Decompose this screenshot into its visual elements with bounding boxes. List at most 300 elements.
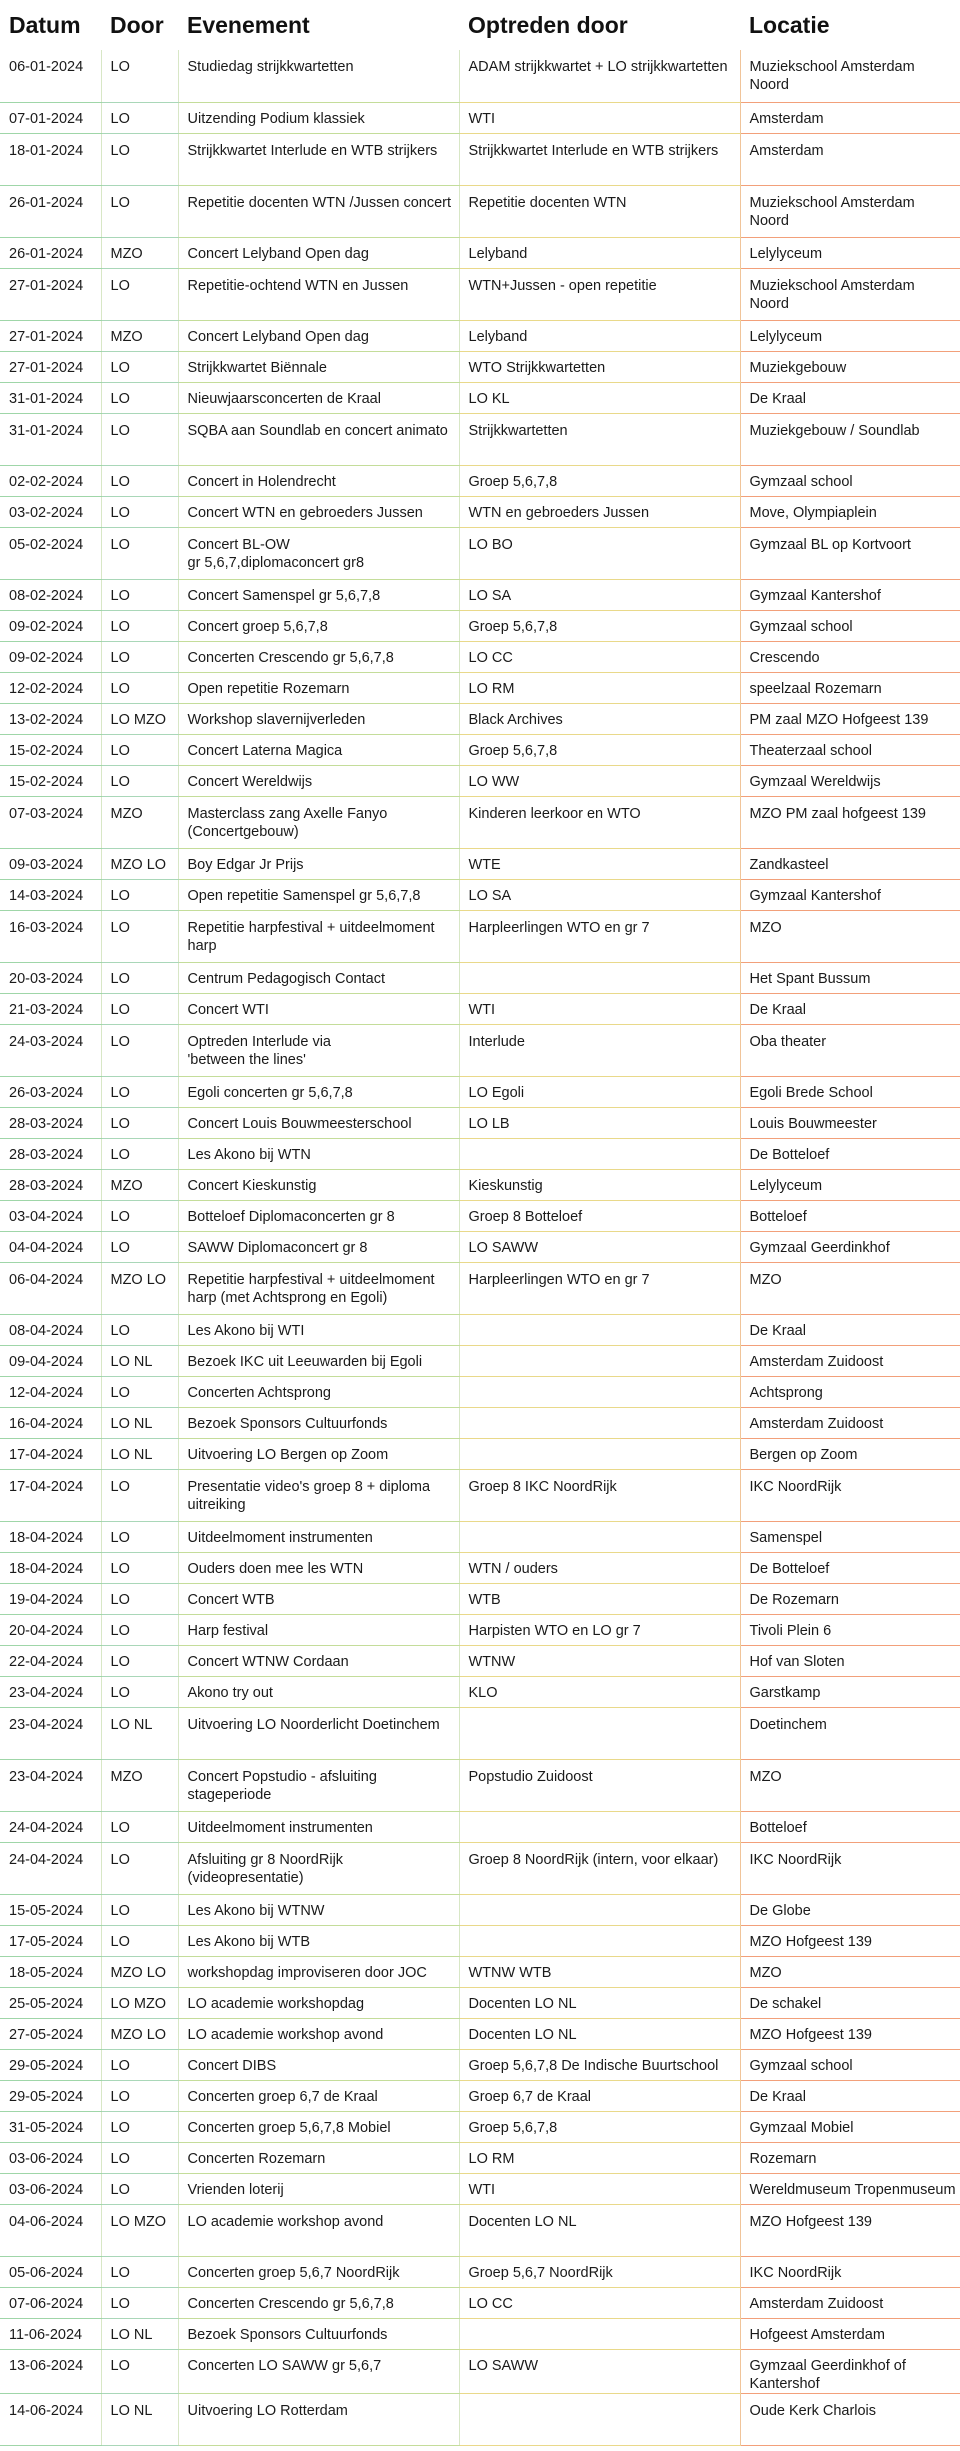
event-cell: Repetitie-ochtend WTN en Jussen <box>178 268 459 320</box>
date-cell: 28-03-2024 <box>0 1169 101 1200</box>
door-cell: LO <box>101 1024 178 1076</box>
table-row <box>0 1552 960 1583</box>
location-cell: Rozemarn <box>740 2142 960 2173</box>
table-row <box>0 1345 960 1376</box>
date-cell: 14-03-2024 <box>0 879 101 910</box>
location-cell: MZO Hofgeest 139 <box>740 1925 960 1956</box>
table-row <box>0 2393 960 2445</box>
date-cell: 05-02-2024 <box>0 527 101 579</box>
performer-cell: WTE <box>459 848 740 879</box>
performer-cell: LO RM <box>459 2142 740 2173</box>
location-cell: Gymzaal school <box>740 2049 960 2080</box>
performer-cell <box>459 962 740 993</box>
performer-cell: Interlude <box>459 1024 740 1076</box>
location-cell: Lelylyceum <box>740 320 960 351</box>
event-cell: Repetitie docenten WTN /Jussen concert <box>178 185 459 237</box>
door-cell: LO <box>101 1842 178 1894</box>
performer-cell <box>459 1345 740 1376</box>
table-row <box>0 2204 960 2256</box>
date-cell: 09-03-2024 <box>0 848 101 879</box>
location-cell: Zandkasteel <box>740 848 960 879</box>
column-header-optreden-door: Optreden door <box>468 11 628 38</box>
performer-cell: LO SAWW <box>459 1231 740 1262</box>
date-cell: 18-01-2024 <box>0 133 101 185</box>
table-row <box>0 1645 960 1676</box>
location-cell: MZO Hofgeest 139 <box>740 2018 960 2049</box>
location-cell: speelzaal Rozemarn <box>740 672 960 703</box>
table-row <box>0 1076 960 1107</box>
location-cell: MZO <box>740 1759 960 1811</box>
header-row <box>0 0 960 50</box>
date-cell: 14-06-2024 <box>0 2393 101 2445</box>
event-cell: Bezoek Sponsors Cultuurfonds <box>178 2318 459 2349</box>
date-cell: 27-01-2024 <box>0 320 101 351</box>
table-row <box>0 1614 960 1645</box>
event-cell: Concert WTI <box>178 993 459 1024</box>
event-cell: Workshop slavernijverleden <box>178 703 459 734</box>
event-cell: Optreden Interlude via 'between the lines' <box>178 1024 459 1076</box>
door-cell: LO <box>101 672 178 703</box>
date-cell: 27-01-2024 <box>0 268 101 320</box>
event-cell: Centrum Pedagogisch Contact <box>178 962 459 993</box>
door-cell: LO <box>101 2111 178 2142</box>
door-cell: LO NL <box>101 2393 178 2445</box>
performer-cell: LO SA <box>459 579 740 610</box>
table-row <box>0 910 960 962</box>
date-cell: 24-04-2024 <box>0 1811 101 1842</box>
location-cell: Garstkamp <box>740 1676 960 1707</box>
table-row <box>0 734 960 765</box>
date-cell: 21-03-2024 <box>0 993 101 1024</box>
date-cell: 07-01-2024 <box>0 102 101 133</box>
performer-cell: Lelyband <box>459 320 740 351</box>
door-cell: LO <box>101 1676 178 1707</box>
date-cell: 27-01-2024 <box>0 351 101 382</box>
performer-cell: LO CC <box>459 2287 740 2318</box>
event-cell: Concerten groep 6,7 de Kraal <box>178 2080 459 2111</box>
location-cell: PM zaal MZO Hofgeest 139 <box>740 703 960 734</box>
table-row <box>0 1842 960 1894</box>
table-row <box>0 496 960 527</box>
event-cell: Concerten LO SAWW gr 5,6,7 <box>178 2349 459 2393</box>
event-cell: Presentatie video's groep 8 + diploma uitreiking <box>178 1469 459 1521</box>
event-cell: workshopdag improviseren door JOC <box>178 1956 459 1987</box>
door-cell: LO <box>101 1645 178 1676</box>
table-row <box>0 237 960 268</box>
door-cell: LO <box>101 527 178 579</box>
event-cell: Open repetitie Samenspel gr 5,6,7,8 <box>178 879 459 910</box>
door-cell: LO <box>101 102 178 133</box>
date-cell: 06-01-2024 <box>0 50 101 102</box>
date-cell: 08-02-2024 <box>0 579 101 610</box>
table-row <box>0 1200 960 1231</box>
door-cell: LO <box>101 2173 178 2204</box>
event-cell: SQBA aan Soundlab en concert animato <box>178 413 459 465</box>
door-cell: LO <box>101 734 178 765</box>
door-cell: LO <box>101 2142 178 2173</box>
date-cell: 16-03-2024 <box>0 910 101 962</box>
event-cell: SAWW Diplomaconcert gr 8 <box>178 1231 459 1262</box>
location-cell: MZO Hofgeest 139 <box>740 2204 960 2256</box>
table-row <box>0 703 960 734</box>
location-cell: Gymzaal Mobiel <box>740 2111 960 2142</box>
door-cell: LO <box>101 1925 178 1956</box>
door-cell: LO <box>101 1376 178 1407</box>
door-cell: MZO LO <box>101 1262 178 1314</box>
table-row <box>0 579 960 610</box>
table-row <box>0 2287 960 2318</box>
date-cell: 31-05-2024 <box>0 2111 101 2142</box>
column-header-datum: Datum <box>9 11 81 38</box>
event-cell: Ouders doen mee les WTN <box>178 1552 459 1583</box>
performer-cell: WTI <box>459 993 740 1024</box>
event-cell: Uitvoering LO Noorderlicht Doetinchem <box>178 1707 459 1759</box>
date-cell: 15-02-2024 <box>0 734 101 765</box>
date-cell: 03-06-2024 <box>0 2142 101 2173</box>
event-cell: Les Akono bij WTB <box>178 1925 459 1956</box>
event-cell: Uitvoering LO Rotterdam <box>178 2393 459 2445</box>
table-row <box>0 133 960 185</box>
door-cell: LO <box>101 641 178 672</box>
door-cell: LO <box>101 1200 178 1231</box>
table-row <box>0 848 960 879</box>
date-cell: 18-05-2024 <box>0 1956 101 1987</box>
location-cell: Muziekschool Amsterdam Noord <box>740 50 960 102</box>
performer-cell: LO CC <box>459 641 740 672</box>
table-row <box>0 765 960 796</box>
location-cell: Move, Olympiaplein <box>740 496 960 527</box>
door-cell: LO <box>101 268 178 320</box>
door-cell: LO <box>101 2287 178 2318</box>
date-cell: 12-02-2024 <box>0 672 101 703</box>
performer-cell: Groep 8 Botteloef <box>459 1200 740 1231</box>
performer-cell: WTN / ouders <box>459 1552 740 1583</box>
door-cell: LO <box>101 351 178 382</box>
performer-cell: Black Archives <box>459 703 740 734</box>
location-cell: MZO PM zaal hofgeest 139 <box>740 796 960 848</box>
event-cell: Concert Lelyband Open dag <box>178 320 459 351</box>
event-cell: Vrienden loterij <box>178 2173 459 2204</box>
performer-cell: Kieskunstig <box>459 1169 740 1200</box>
performer-cell: WTN en gebroeders Jussen <box>459 496 740 527</box>
performer-cell <box>459 1314 740 1345</box>
performer-cell: Harpleerlingen WTO en gr 7 <box>459 910 740 962</box>
table-row <box>0 1024 960 1076</box>
door-cell: MZO LO <box>101 1956 178 1987</box>
location-cell: Amsterdam Zuidoost <box>740 1345 960 1376</box>
table-body <box>0 50 960 2445</box>
door-cell: LO <box>101 1521 178 1552</box>
date-cell: 22-04-2024 <box>0 1645 101 1676</box>
location-cell: Samenspel <box>740 1521 960 1552</box>
location-cell: Lelylyceum <box>740 237 960 268</box>
location-cell: Gymzaal school <box>740 610 960 641</box>
date-cell: 27-05-2024 <box>0 2018 101 2049</box>
table-row <box>0 1583 960 1614</box>
event-cell: Concerten Crescendo gr 5,6,7,8 <box>178 641 459 672</box>
location-cell: Amsterdam <box>740 133 960 185</box>
location-cell: Crescendo <box>740 641 960 672</box>
location-cell: Amsterdam <box>740 102 960 133</box>
column-header-door: Door <box>110 11 164 38</box>
performer-cell: LO RM <box>459 672 740 703</box>
location-cell: MZO <box>740 1262 960 1314</box>
date-cell: 03-02-2024 <box>0 496 101 527</box>
location-cell: Gymzaal BL op Kortvoort <box>740 527 960 579</box>
performer-cell: WTI <box>459 102 740 133</box>
date-cell: 08-04-2024 <box>0 1314 101 1345</box>
performer-cell: Docenten LO NL <box>459 1987 740 2018</box>
location-cell: De Globe <box>740 1894 960 1925</box>
table-row <box>0 1107 960 1138</box>
door-cell: LO <box>101 496 178 527</box>
table-row <box>0 2049 960 2080</box>
event-cell: LO academie workshopdag <box>178 1987 459 2018</box>
door-cell: LO <box>101 962 178 993</box>
location-cell: MZO <box>740 1956 960 1987</box>
door-cell: LO NL <box>101 1345 178 1376</box>
performer-cell <box>459 1925 740 1956</box>
door-cell: LO <box>101 579 178 610</box>
event-cell: Masterclass zang Axelle Fanyo (Concertgebouw) <box>178 796 459 848</box>
table-row <box>0 2111 960 2142</box>
table-row <box>0 1521 960 1552</box>
date-cell: 17-04-2024 <box>0 1469 101 1521</box>
door-cell: LO <box>101 2080 178 2111</box>
table-row <box>0 1169 960 1200</box>
door-cell: LO <box>101 185 178 237</box>
location-cell: Gymzaal Kantershof <box>740 879 960 910</box>
door-cell: LO <box>101 1314 178 1345</box>
location-cell: Muziekschool Amsterdam Noord <box>740 185 960 237</box>
performer-cell <box>459 1894 740 1925</box>
performer-cell <box>459 2393 740 2445</box>
location-cell: De Kraal <box>740 1314 960 1345</box>
date-cell: 24-04-2024 <box>0 1842 101 1894</box>
event-cell: Harp festival <box>178 1614 459 1645</box>
event-cell: Concert BL-OW gr 5,6,7,diplomaconcert gr8 <box>178 527 459 579</box>
door-cell: LO <box>101 1811 178 1842</box>
table-row <box>0 465 960 496</box>
location-cell: Wereldmuseum Tropenmuseum <box>740 2173 960 2204</box>
performer-cell: LO BO <box>459 527 740 579</box>
performer-cell <box>459 1811 740 1842</box>
location-cell: De Kraal <box>740 382 960 413</box>
performer-cell: WTI <box>459 2173 740 2204</box>
door-cell: LO NL <box>101 1707 178 1759</box>
door-cell: LO MZO <box>101 703 178 734</box>
event-cell: Afsluiting gr 8 NoordRijk (videopresentatie) <box>178 1842 459 1894</box>
date-cell: 31-01-2024 <box>0 382 101 413</box>
date-cell: 05-06-2024 <box>0 2256 101 2287</box>
date-cell: 23-04-2024 <box>0 1759 101 1811</box>
door-cell: LO <box>101 1614 178 1645</box>
table-row <box>0 672 960 703</box>
date-cell: 26-01-2024 <box>0 185 101 237</box>
date-cell: 20-04-2024 <box>0 1614 101 1645</box>
event-cell: Studiedag strijkkwartetten <box>178 50 459 102</box>
location-cell: Achtsprong <box>740 1376 960 1407</box>
location-cell: Gymzaal Wereldwijs <box>740 765 960 796</box>
location-cell: IKC NoordRijk <box>740 1842 960 1894</box>
performer-cell: LO Egoli <box>459 1076 740 1107</box>
event-cell: Concerten Achtsprong <box>178 1376 459 1407</box>
location-cell: De schakel <box>740 1987 960 2018</box>
performer-cell: WTNW <box>459 1645 740 1676</box>
table-row <box>0 962 960 993</box>
door-cell: LO <box>101 1107 178 1138</box>
location-cell: De Botteloef <box>740 1552 960 1583</box>
event-cell: Concert Samenspel gr 5,6,7,8 <box>178 579 459 610</box>
table-row <box>0 102 960 133</box>
event-cell: Repetitie harpfestival + uitdeelmoment harp (met Achtsprong en Egoli) <box>178 1262 459 1314</box>
date-cell: 23-04-2024 <box>0 1707 101 1759</box>
door-cell: MZO <box>101 237 178 268</box>
performer-cell: Groep 5,6,7,8 De Indische Buurtschool <box>459 2049 740 2080</box>
date-cell: 26-01-2024 <box>0 237 101 268</box>
door-cell: MZO LO <box>101 2018 178 2049</box>
door-cell: MZO <box>101 796 178 848</box>
date-cell: 18-04-2024 <box>0 1552 101 1583</box>
performer-cell: WTNW WTB <box>459 1956 740 1987</box>
event-cell: Les Akono bij WTI <box>178 1314 459 1345</box>
performer-cell <box>459 1138 740 1169</box>
event-cell: Les Akono bij WTN <box>178 1138 459 1169</box>
performer-cell <box>459 1376 740 1407</box>
event-cell: Concert in Holendrecht <box>178 465 459 496</box>
door-cell: LO <box>101 610 178 641</box>
table-row <box>0 382 960 413</box>
door-cell: LO <box>101 2256 178 2287</box>
event-cell: Strijkkwartet Biënnale <box>178 351 459 382</box>
table-row <box>0 1707 960 1759</box>
door-cell: LO <box>101 910 178 962</box>
location-cell: Oba theater <box>740 1024 960 1076</box>
door-cell: MZO <box>101 1759 178 1811</box>
date-cell: 02-02-2024 <box>0 465 101 496</box>
date-cell: 25-05-2024 <box>0 1987 101 2018</box>
event-cell: LO academie workshop avond <box>178 2204 459 2256</box>
location-cell: Amsterdam Zuidoost <box>740 2287 960 2318</box>
date-cell: 12-04-2024 <box>0 1376 101 1407</box>
date-cell: 07-03-2024 <box>0 796 101 848</box>
table-row <box>0 50 960 102</box>
door-cell: LO <box>101 413 178 465</box>
table-row <box>0 879 960 910</box>
door-cell: LO <box>101 993 178 1024</box>
performer-cell: LO LB <box>459 1107 740 1138</box>
door-cell: LO <box>101 1231 178 1262</box>
date-cell: 20-03-2024 <box>0 962 101 993</box>
table-row <box>0 610 960 641</box>
event-cell: Uitdeelmoment instrumenten <box>178 1521 459 1552</box>
event-cell: Egoli concerten gr 5,6,7,8 <box>178 1076 459 1107</box>
event-cell: Concerten groep 5,6,7 NoordRijk <box>178 2256 459 2287</box>
location-cell: Muziekschool Amsterdam Noord <box>740 268 960 320</box>
date-cell: 23-04-2024 <box>0 1676 101 1707</box>
date-cell: 09-02-2024 <box>0 610 101 641</box>
table-row <box>0 1676 960 1707</box>
door-cell: LO NL <box>101 1438 178 1469</box>
performer-cell: LO SAWW <box>459 2349 740 2393</box>
date-cell: 26-03-2024 <box>0 1076 101 1107</box>
event-cell: Bezoek IKC uit Leeuwarden bij Egoli <box>178 1345 459 1376</box>
date-cell: 19-04-2024 <box>0 1583 101 1614</box>
table-row <box>0 1469 960 1521</box>
performer-cell: LO SA <box>459 879 740 910</box>
performer-cell: LO KL <box>459 382 740 413</box>
location-cell: IKC NoordRijk <box>740 2256 960 2287</box>
performer-cell: Strijkkwartet Interlude en WTB strijkers <box>459 133 740 185</box>
table-row <box>0 2173 960 2204</box>
event-cell: Concert WTB <box>178 1583 459 1614</box>
location-cell: Tivoli Plein 6 <box>740 1614 960 1645</box>
door-cell: LO MZO <box>101 2204 178 2256</box>
location-cell: Muziekgebouw / Soundlab <box>740 413 960 465</box>
performer-cell: LO WW <box>459 765 740 796</box>
event-cell: Uitdeelmoment instrumenten <box>178 1811 459 1842</box>
event-cell: LO academie workshop avond <box>178 2018 459 2049</box>
door-cell: LO <box>101 133 178 185</box>
table-row <box>0 796 960 848</box>
table-row <box>0 1314 960 1345</box>
event-cell: Nieuwjaarsconcerten de Kraal <box>178 382 459 413</box>
location-cell: Oude Kerk Charlois <box>740 2393 960 2445</box>
performer-cell: Lelyband <box>459 237 740 268</box>
door-cell: LO <box>101 765 178 796</box>
event-cell: Uitvoering LO Bergen op Zoom <box>178 1438 459 1469</box>
performer-cell <box>459 1521 740 1552</box>
table-row <box>0 268 960 320</box>
location-cell: Gymzaal school <box>740 465 960 496</box>
door-cell: LO <box>101 465 178 496</box>
date-cell: 18-04-2024 <box>0 1521 101 1552</box>
performer-cell: Docenten LO NL <box>459 2204 740 2256</box>
location-cell: Egoli Brede School <box>740 1076 960 1107</box>
location-cell: Gymzaal Geerdinkhof <box>740 1231 960 1262</box>
date-cell: 29-05-2024 <box>0 2049 101 2080</box>
event-cell: Uitzending Podium klassiek <box>178 102 459 133</box>
event-cell: Les Akono bij WTNW <box>178 1894 459 1925</box>
table-row <box>0 1811 960 1842</box>
door-cell: MZO LO <box>101 848 178 879</box>
performer-cell: Groep 5,6,7,8 <box>459 610 740 641</box>
date-cell: 31-01-2024 <box>0 413 101 465</box>
table-row <box>0 641 960 672</box>
location-cell: Doetinchem <box>740 1707 960 1759</box>
location-cell: Hofgeest Amsterdam <box>740 2318 960 2349</box>
performer-cell: Kinderen leerkoor en WTO <box>459 796 740 848</box>
event-cell: Botteloef Diplomaconcerten gr 8 <box>178 1200 459 1231</box>
location-cell: Lelylyceum <box>740 1169 960 1200</box>
table-row <box>0 185 960 237</box>
performer-cell <box>459 1707 740 1759</box>
door-cell: LO <box>101 1552 178 1583</box>
event-cell: Concert Wereldwijs <box>178 765 459 796</box>
door-cell: LO <box>101 1138 178 1169</box>
date-cell: 07-06-2024 <box>0 2287 101 2318</box>
door-cell: MZO <box>101 1169 178 1200</box>
date-cell: 09-02-2024 <box>0 641 101 672</box>
column-header-locatie: Locatie <box>749 11 830 38</box>
table-row <box>0 320 960 351</box>
performer-cell: Groep 8 NoordRijk (intern, voor elkaar) <box>459 1842 740 1894</box>
performer-cell <box>459 2318 740 2349</box>
performer-cell: Harpleerlingen WTO en gr 7 <box>459 1262 740 1314</box>
column-header-evenement: Evenement <box>187 11 310 38</box>
table-row <box>0 2349 960 2393</box>
event-cell: Bezoek Sponsors Cultuurfonds <box>178 1407 459 1438</box>
